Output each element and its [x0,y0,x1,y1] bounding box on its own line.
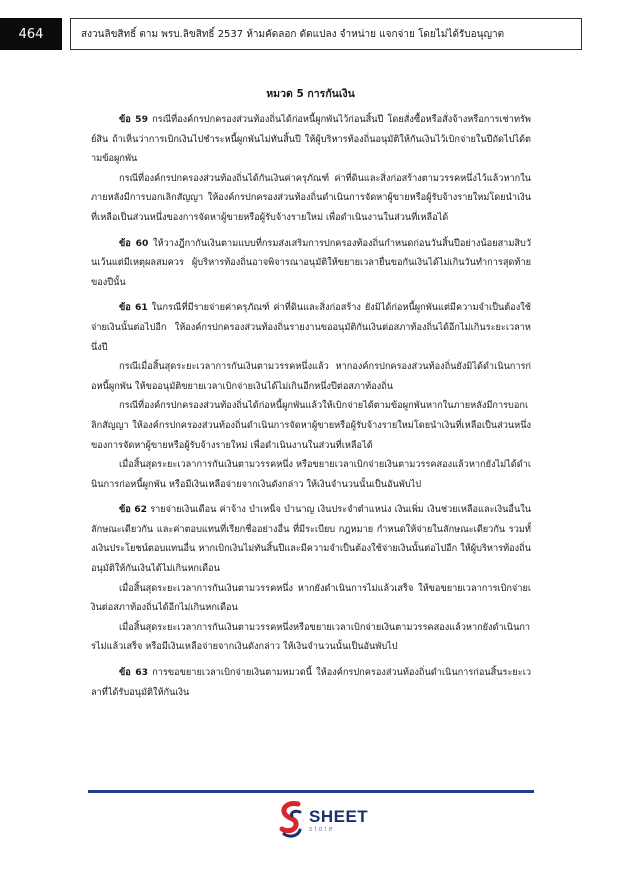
paragraph-text: กรณีที่องค์กรปกครองส่วนท้องถิ่นได้กันเงินค่าครุภัณฑ์ ค่าที่ดินและสิ่งก่อสร้างตามวรรคหนึ่งไว้แล้วหากในภายหลังมีการบอกเลิกสัญญา ให้องค์กรปกครองส่วนท้องถิ่นดำเนินการจัดหาผู้ขายหรือผู้รับจ้างรายใหม่โดยนำเงินที่เหลือเป็นส่วนหนึ่งของการจัดหาผู้ขายหรือผู้รับจ้างรายใหม่ เพื่อดำเนินงานในส่วนที่เหลือได้ [91,172,531,223]
section-59-paragraph-1 [91,110,531,169]
paragraph-text: กรณีที่องค์กรปกครองส่วนท้องถิ่นได้ก่อหนี้ผูกพันแล้วให้เบิกจ่ายได้ตามข้อผูกพันหากในภายหลังมีการบอกเลิกสัญญา ให้องค์กรปกครองส่วนท้องถิ่นดำเนินการจัดหาผู้ขายหรือผู้รับจ้างรายใหม่โดยนำเงินที่เหลือเป็นส่วนหนึ่งของการจัดหาผู้ขายหรือผู้รับจ้างรายใหม่ เพื่อดำเนินงานในส่วนที่เหลือได้ [91,400,531,451]
logo-word: SHEET [309,806,369,826]
section-60-paragraph-1 [91,234,531,293]
section-61-paragraph-1 [91,298,531,357]
paragraph-text: ให้วางฎีกากันเงินตามแบบที่กรมส่งเสริมการปกครองท้องถิ่นกำหนดก่อนวันสิ้นปีอย่างน้อยสามสิบวันเว้นแต่มีเหตุผลสมควร ผู้บริหารท้องถิ่นอาจพิจารณาอนุมัติให้ขยายเวลายื่นขอกันเงินได้ไม่เกินวันทำการสุดท้ายของปีนั้น [91,237,531,288]
running-title: สงวนลิขสิทธิ์ ตาม พรบ.ลิขสิทธิ์ 2537 ห้ามคัดลอก ดัดแปลง จำหน่าย แจกจ่าย โดยไม่ได้รับอนุญาต [81,28,505,40]
section-63-paragraph-1 [91,663,531,702]
logo-sub: store [309,825,335,833]
chapter-title: หมวด 5 การกันเงิน [266,88,355,100]
section-62-paragraph-3 [91,618,531,657]
footer-rule [88,790,534,793]
section-number: ข้อ 62 [119,504,148,516]
section-61-paragraph-4 [91,455,531,494]
paragraph-text: กรณีเมื่อสิ้นสุดระยะเวลาการกันเงินตามวรรคหนึ่งแล้ว หากองค์กรปกครองส่วนท้องถิ่นยังมิได้ดำเนินการก่อหนี้ผูกพัน ให้ขออนุมัติขยายเวลาเบิกจ่ายเงินได้ไม่เกินอีกหนึ่งปีต่อสภาท้องถิ่น [91,361,531,392]
section-62-paragraph-2 [91,579,531,618]
section-number: ข้อ 63 [119,667,149,679]
sheet-logo-icon [278,800,304,840]
page-number: 464 [0,18,62,50]
section-61-paragraph-3 [91,396,531,455]
paragraph-text: กรณีที่องค์กรปกครองส่วนท้องถิ่นได้ก่อหนี้ผูกพันไว้ก่อนสิ้นปี โดยสั่งซื้อหรือสั่งจ้างหรือการเช่าทรัพย์สิน ถ้าเห็นว่าการเบิกเงินไปชำระหนี้ผูกพันไม่ทันสิ้นปี ให้ผู้บริหารท้องถิ่นอนุมัติให้กันเงินไว้เบิกจ่ายในปีถัดไปได้ตามข้อผูกพัน [91,114,531,165]
section-number: ข้อ 60 [119,237,149,249]
section-number: ข้อ 59 [119,114,148,125]
section-number: ข้อ 61 [119,302,148,314]
paragraph-text: เมื่อสิ้นสุดระยะเวลาการกันเงินตามวรรคหนึ่งหรือขยายเวลาเบิกจ่ายเงินตามวรรคสองแล้วหากยังดำเนินการไม่แล้วเสร็จ หรือมีเงินเหลือจ่ายจากเงินดังกล่าว ให้เงินจำนวนนั้นเป็นอันพับไป [91,621,531,653]
sheet-store-logo [278,798,368,842]
logo-text [309,808,368,833]
running-header [70,18,582,50]
section-61-paragraph-2 [91,357,531,396]
paragraph-text: ในกรณีที่มีรายจ่ายค่าครุภัณฑ์ ค่าที่ดินและสิ่งก่อสร้าง ยังมิได้ก่อหนี้ผูกพันแต่มีความจำเป็นต้องใช้จ่ายเงินนั้นต่อไปอีก ให้องค์กรปกครองส่วนท้องถิ่นรายงานขออนุมัติกันเงินต่อสภาท้องถิ่นได้อีกไม่เกินระยะเวลาหนึ่งปี [91,302,531,353]
paragraph-text: เมื่อสิ้นสุดระยะเวลาการกันเงินตามวรรคหนึ่ง หากยังดำเนินการไม่แล้วเสร็จ ให้ขอขยายเวลาการเบิกจ่ายเงินต่อสภาท้องถิ่นได้อีกไม่เกินหกเดือน [91,582,531,614]
paragraph-text: รายจ่ายเงินเดือน ค่าจ้าง บำเหน็จ บำนาญ เงินประจำตำแหน่ง เงินเพิ่ม เงินช่วยเหลือและเงินอื่นในลักษณะเดียวกัน และค่าตอบแทนที่เรียกชื่ออย่างอื่น ที่มีระเบียบ กฎหมาย กำหนดให้จ่ายในลักษณะเดียวกัน รวมทั้งเงินประโยชน์ตอบแทนอื่น หากเบิกเงินไม่ทันสิ้นปีและมีความจำเป็นต้องใช้จ่ายเงินนั้นต่อไปอีก ให้ผู้บริหารท้องถิ่นอนุมัติให้กันเงินได้ไม่เกินหกเดือน [91,504,531,575]
document-body [91,110,531,702]
paragraph-text: เมื่อสิ้นสุดระยะเวลาการกันเงินตามวรรคหนึ่ง หรือขยายเวลาเบิกจ่ายเงินตามวรรคสองแล้วหากยังไม่ได้ดำเนินการก่อหนี้ผูกพัน หรือมีเงินเหลือจ่ายจากเงินดังกล่าว ให้เงินจำนวนนั้นเป็นอันพับไป [91,459,531,490]
paragraph-text: การขอขยายเวลาเบิกจ่ายเงินตามหมวดนี้ ให้องค์กรปกครองส่วนท้องถิ่นดำเนินการก่อนสิ้นระยะเวลาที่ได้รับอนุมัติให้กันเงิน [91,667,531,698]
section-59-paragraph-2 [91,169,531,228]
section-62-paragraph-1 [91,500,531,578]
